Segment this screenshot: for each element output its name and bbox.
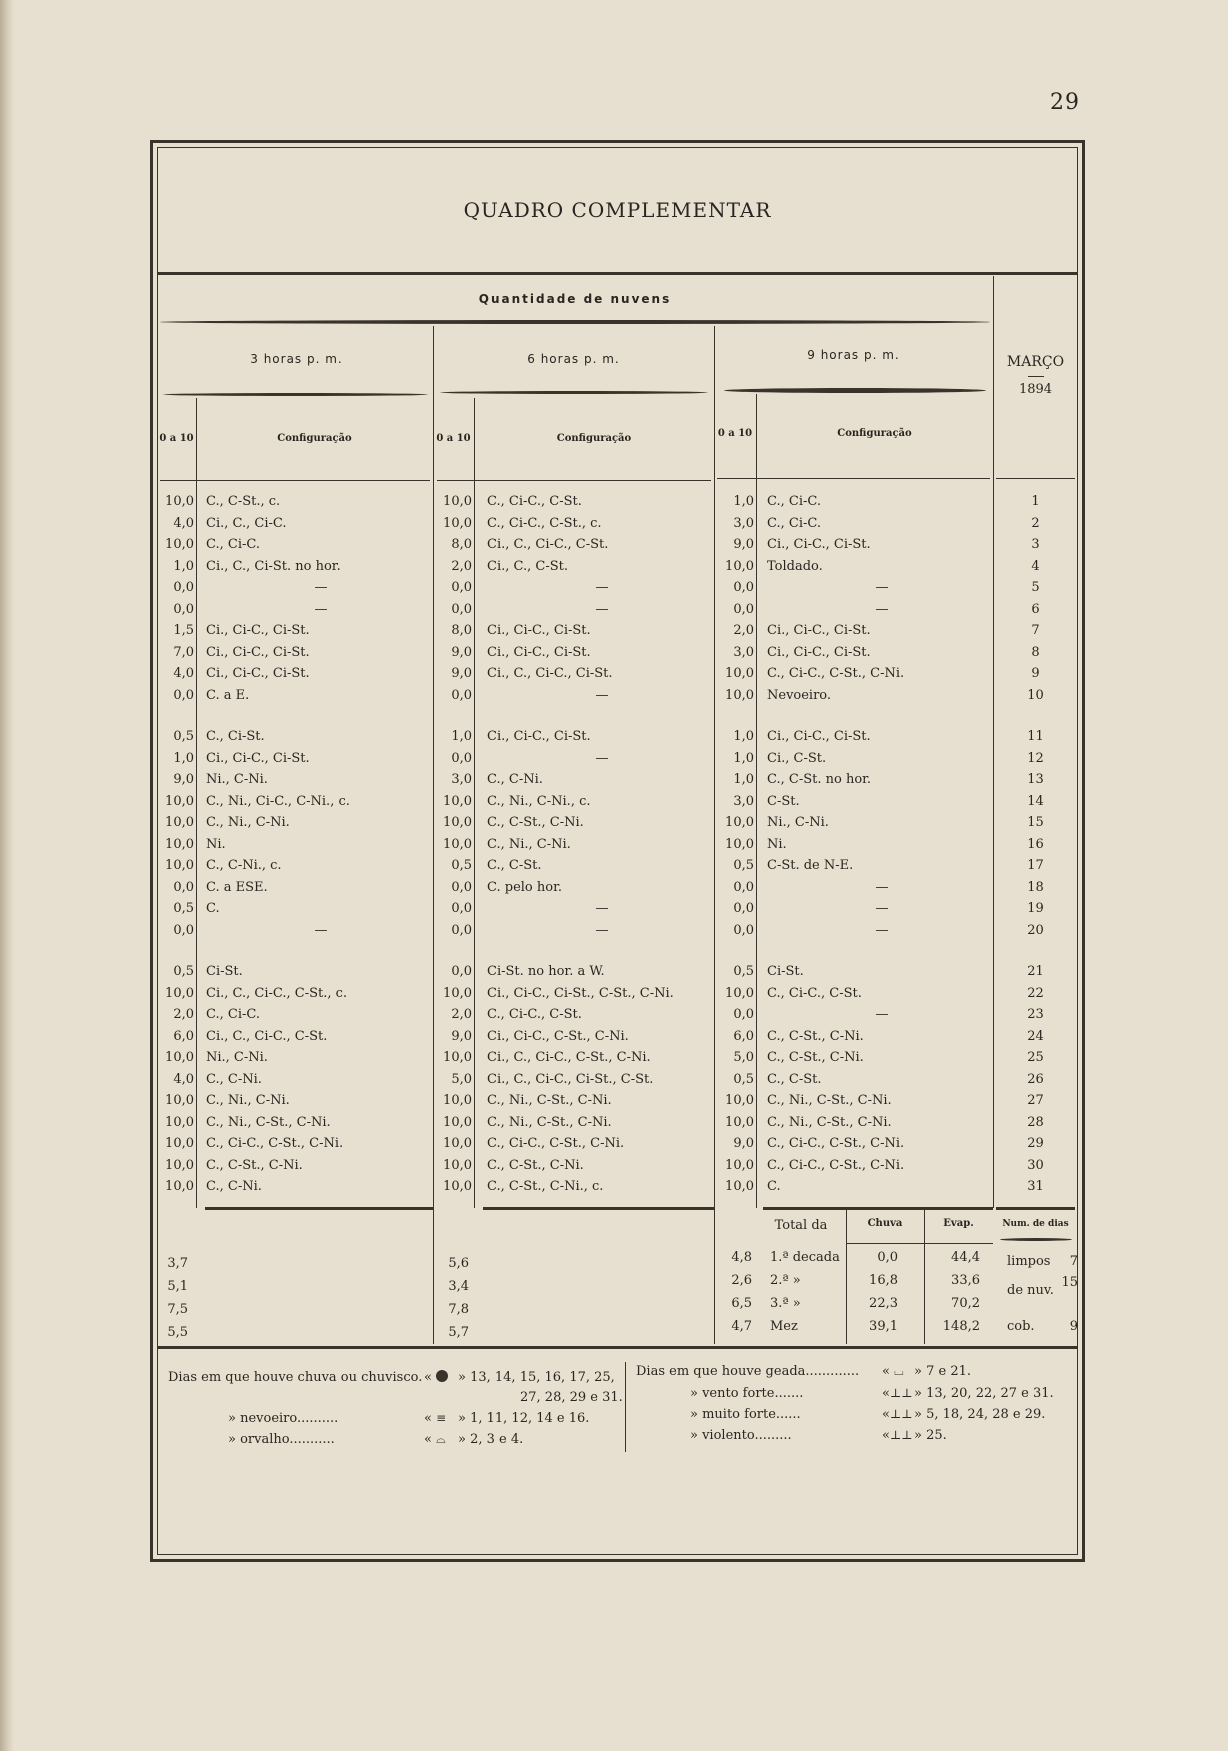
summary-mean-9pm: 6,5	[731, 1296, 752, 1311]
config-9pm: C., Ni., C-St., C-Ni.	[767, 1114, 892, 1130]
config-9pm: C., Ci-C., C-St., C-Ni.	[767, 1157, 905, 1173]
summary-period: 1.ª decada	[770, 1250, 840, 1265]
config-6pm: C., Ni., C-Ni.	[487, 836, 571, 852]
col-scale-6: 0 a 10	[436, 433, 471, 444]
day-number: 21	[1027, 964, 1044, 979]
value-3pm: 6,0	[173, 1028, 194, 1044]
value-9pm: 10,0	[725, 1114, 754, 1130]
config-6pm: Ci., C., Ci-C., C-St., C-Ni.	[487, 1050, 651, 1065]
value-6pm: 10,0	[443, 1114, 472, 1130]
value-9pm: 0,5	[733, 964, 754, 979]
value-9pm: 3,0	[733, 644, 754, 660]
config-9pm: C., C-St., C-Ni.	[767, 1028, 864, 1044]
value-6pm: 10,0	[443, 836, 472, 852]
value-9pm: 9,0	[733, 1136, 754, 1151]
config-6pm: C., C-Ni.	[487, 772, 543, 787]
config-9pm: C-St.	[767, 793, 800, 809]
summary-chuva: 0,0	[877, 1250, 898, 1265]
day-number: 7	[1031, 623, 1040, 638]
summary-period: Mez	[770, 1319, 798, 1334]
config-9pm: Ci-St.	[767, 964, 804, 979]
footer-muito-forte-label: » muito forte......	[690, 1407, 801, 1422]
summary-evap: 148,2	[942, 1319, 980, 1334]
day-number: 26	[1027, 1071, 1044, 1087]
config-3pm: —	[314, 601, 328, 617]
header-6pm: 6 horas p. m.	[527, 352, 620, 366]
value-3pm: 10,0	[165, 793, 194, 809]
value-9pm: 0,0	[733, 580, 754, 595]
col-scale-9: 0 a 10	[717, 428, 753, 439]
value-6pm: 0,0	[451, 601, 472, 617]
value-6pm: 10,0	[443, 793, 472, 809]
summary-chuva-label: Chuva	[867, 1218, 903, 1229]
value-3pm: 10,0	[165, 985, 194, 1001]
col-config-9: Configuração	[837, 428, 912, 439]
day-number: 10	[1027, 687, 1044, 703]
value-9pm: 10,0	[725, 815, 754, 830]
value-6pm: 0,0	[451, 580, 472, 595]
config-9pm: —	[875, 922, 889, 938]
config-3pm: C., C-Ni., c.	[206, 858, 282, 873]
value-9pm: 0,5	[733, 858, 754, 873]
config-3pm: Ni., C-Ni.	[206, 772, 268, 787]
config-3pm: C., C-Ni.	[206, 1071, 262, 1087]
page-number: 29	[1050, 90, 1080, 115]
header-3pm: 3 horas p. m.	[250, 352, 343, 366]
value-3pm: 10,0	[165, 537, 194, 552]
config-3pm: C., Ni., C-St., C-Ni.	[206, 1114, 331, 1130]
rain-icon: «	[424, 1370, 448, 1385]
config-3pm: Ci-St.	[206, 964, 243, 979]
config-6pm: C., C-St., C-Ni.	[487, 1157, 584, 1173]
value-9pm: 1,0	[733, 494, 754, 509]
summary-mean-3pm: 7,5	[167, 1302, 188, 1317]
value-9pm: 10,0	[725, 836, 754, 852]
summary-chuva: 39,1	[869, 1319, 898, 1334]
day-number: 25	[1027, 1050, 1044, 1065]
config-9pm: C., Ci-C., C-St., C-Ni.	[767, 666, 905, 681]
value-9pm: 0,5	[733, 1071, 754, 1087]
value-3pm: 1,0	[173, 558, 194, 574]
config-3pm: C., C-St., C-Ni.	[206, 1157, 303, 1173]
config-3pm: Ci., C., Ci-C., C-St., c.	[206, 985, 348, 1001]
summary-chuva: 22,3	[869, 1296, 898, 1311]
value-6pm: 10,0	[443, 1157, 472, 1173]
day-number: 3	[1031, 537, 1040, 552]
value-3pm: 0,0	[173, 580, 194, 595]
config-6pm: C. pelo hor.	[487, 879, 562, 895]
config-3pm: C., C-Ni.	[206, 1179, 262, 1194]
footer-chuva-label: Dias em que houve chuva ou chuvisco.	[168, 1370, 423, 1385]
config-9pm: C., C-St. no hor.	[767, 772, 872, 787]
day-number: 24	[1027, 1028, 1044, 1044]
day-number: 14	[1027, 793, 1044, 809]
config-3pm: C.	[206, 901, 220, 916]
summary-dias-label: cob.	[1007, 1319, 1035, 1334]
day-number: 31	[1027, 1179, 1044, 1194]
summary-evap: 70,2	[951, 1296, 980, 1311]
summary-dias-label: limpos	[1007, 1254, 1051, 1269]
day-number: 12	[1027, 750, 1044, 766]
config-6pm: C., C-St.	[487, 858, 542, 873]
day-number: 2	[1031, 515, 1040, 531]
config-9pm: Ni.	[767, 836, 787, 852]
config-6pm: Ci., Ci-C., Ci-St., C-St., C-Ni.	[487, 985, 674, 1001]
config-3pm: Ci., Ci-C., Ci-St.	[206, 750, 310, 766]
config-6pm: C., C-St., C-Ni., c.	[487, 1179, 604, 1194]
footer-nevoeiro-label: » nevoeiro..........	[228, 1411, 339, 1426]
config-9pm: C., Ci-C.	[767, 515, 821, 531]
day-number: 20	[1027, 922, 1044, 938]
value-6pm: 0,0	[451, 901, 472, 916]
day-number: 8	[1031, 644, 1040, 660]
col-config-3: Configuração	[277, 433, 352, 444]
value-9pm: 5,0	[733, 1050, 754, 1065]
config-3pm: C., Ni., Ci-C., C-Ni., c.	[206, 793, 350, 809]
footer-violento-label: » violento.........	[690, 1428, 792, 1443]
day-number: 17	[1027, 858, 1044, 873]
config-3pm: Ci., Ci-C., Ci-St.	[206, 623, 310, 638]
value-9pm: 10,0	[725, 558, 754, 574]
summary-mean-9pm: 2,6	[731, 1273, 752, 1288]
value-9pm: 2,0	[733, 623, 754, 638]
config-6pm: Ci., C., Ci-C., Ci-St.	[487, 666, 613, 681]
value-6pm: 10,0	[443, 1050, 472, 1065]
fog-icon: « ≡	[424, 1411, 447, 1426]
value-9pm: 1,0	[733, 729, 754, 744]
footer-vento-forte-days: » 13, 20, 22, 27 e 31.	[914, 1386, 1054, 1401]
summary-num-dias-label: Num. de dias	[1002, 1219, 1069, 1229]
config-6pm: C., C-St., C-Ni.	[487, 815, 584, 830]
config-9pm: Toldado.	[767, 558, 823, 574]
value-6pm: 10,0	[443, 1093, 472, 1108]
day-number: 22	[1027, 985, 1044, 1001]
summary-mean-3pm: 5,1	[167, 1279, 188, 1294]
value-9pm: 10,0	[725, 1179, 754, 1194]
value-6pm: 10,0	[443, 815, 472, 830]
config-6pm: —	[595, 901, 609, 916]
header-year: 1894	[1018, 382, 1053, 397]
value-9pm: 1,0	[733, 750, 754, 766]
config-6pm: Ci., C., Ci-C., Ci-St., C-St.	[487, 1071, 654, 1087]
config-3pm: C., Ni., C-Ni.	[206, 1093, 290, 1108]
config-3pm: C. a ESE.	[206, 879, 268, 895]
summary-dias-value: 9	[1069, 1319, 1078, 1334]
value-9pm: 9,0	[733, 537, 754, 552]
config-6pm: C., Ni., C-Ni., c.	[487, 793, 591, 809]
value-3pm: 10,0	[165, 1093, 194, 1108]
day-number: 4	[1031, 558, 1040, 574]
config-9pm: —	[875, 580, 889, 595]
value-9pm: 10,0	[725, 687, 754, 703]
very-strong-wind-icon: «⊥⊥	[882, 1407, 913, 1422]
config-9pm: Ci., C-St.	[767, 750, 827, 766]
config-6pm: C., Ni., C-St., C-Ni.	[487, 1093, 612, 1108]
config-6pm: C., Ci-C., C-St., c.	[487, 515, 602, 531]
value-9pm: 10,0	[725, 1093, 754, 1108]
config-6pm: —	[595, 750, 609, 766]
header-group-label: Quantidade de nuvens	[478, 292, 672, 306]
value-3pm: 4,0	[173, 515, 194, 531]
value-3pm: 0,0	[173, 687, 194, 703]
header-9pm: 9 horas p. m.	[807, 348, 900, 362]
day-number: 19	[1027, 901, 1044, 916]
config-3pm: C., C-St., c.	[206, 494, 281, 509]
day-number: 29	[1027, 1136, 1044, 1151]
config-6pm: —	[595, 922, 609, 938]
value-6pm: 9,0	[451, 1028, 472, 1044]
footer-muito-forte-days: » 5, 18, 24, 28 e 29.	[914, 1407, 1046, 1422]
config-6pm: C., Ci-C., C-St.	[487, 494, 582, 509]
value-3pm: 10,0	[165, 858, 194, 873]
config-9pm: C.	[767, 1179, 781, 1194]
day-number: 11	[1027, 729, 1044, 744]
config-3pm: —	[314, 580, 328, 595]
config-9pm: Nevoeiro.	[767, 687, 832, 703]
day-number: 13	[1027, 772, 1044, 787]
summary-mean-6pm: 7,8	[448, 1302, 469, 1317]
summary-period: 3.ª »	[770, 1296, 801, 1311]
summary-mean-9pm: 4,8	[731, 1250, 752, 1265]
frost-icon: « ⌴	[882, 1364, 904, 1379]
footer-orvalho-label: » orvalho...........	[228, 1432, 335, 1447]
config-3pm: C., Ci-C.	[206, 537, 260, 552]
value-6pm: 10,0	[443, 1179, 472, 1194]
config-3pm: Ci., C., Ci-St. no hor.	[206, 558, 341, 574]
config-3pm: C., Ni., C-Ni.	[206, 815, 290, 830]
value-6pm: 10,0	[443, 515, 472, 531]
value-6pm: 0,0	[451, 750, 472, 766]
value-3pm: 0,0	[173, 922, 194, 938]
value-3pm: 0,0	[173, 601, 194, 617]
value-6pm: 1,0	[451, 729, 472, 744]
day-number: 28	[1027, 1114, 1044, 1130]
value-6pm: 0,0	[451, 964, 472, 979]
config-9pm: —	[875, 601, 889, 617]
summary-mean-6pm: 5,7	[448, 1325, 469, 1340]
summary-chuva: 16,8	[869, 1273, 898, 1288]
value-3pm: 10,0	[165, 494, 194, 509]
config-9pm: Ni., C-Ni.	[767, 815, 829, 830]
value-3pm: 10,0	[165, 836, 194, 852]
config-9pm: Ci., Ci-C., Ci-St.	[767, 644, 871, 660]
config-3pm: Ni., C-Ni.	[206, 1050, 268, 1065]
dew-icon: « ⌓	[424, 1432, 446, 1447]
config-6pm: Ci., Ci-C., C-St., C-Ni.	[487, 1028, 629, 1044]
footer-geada-label: Dias em que houve geada.............	[636, 1364, 860, 1379]
config-9pm: C., Ci-C., C-St.	[767, 985, 862, 1001]
strong-wind-icon: «⊥⊥	[882, 1386, 913, 1401]
value-6pm: 0,0	[451, 879, 472, 895]
value-6pm: 8,0	[451, 623, 472, 638]
summary-dias-label: de nuv.	[1007, 1283, 1054, 1298]
footer-geada-days: » 7 e 21.	[914, 1364, 971, 1379]
value-9pm: 0,0	[733, 1007, 754, 1022]
value-6pm: 0,5	[451, 858, 472, 873]
config-9pm: Ci., Ci-C., Ci-St.	[767, 623, 871, 638]
value-6pm: 0,0	[451, 687, 472, 703]
value-3pm: 7,0	[173, 644, 194, 660]
config-6pm: —	[595, 601, 609, 617]
value-6pm: 2,0	[451, 558, 472, 574]
config-6pm: Ci., Ci-C., Ci-St.	[487, 644, 591, 660]
summary-mean-3pm: 5,5	[167, 1325, 188, 1340]
config-9pm: Ci., Ci-C., Ci-St.	[767, 729, 871, 744]
page-title: QUADRO COMPLEMENTAR	[463, 198, 772, 222]
value-9pm: 10,0	[725, 666, 754, 681]
day-number: 15	[1027, 815, 1044, 830]
config-9pm: Ci., Ci-C., Ci-St.	[767, 537, 871, 552]
day-number: 9	[1031, 666, 1040, 681]
value-9pm: 0,0	[733, 922, 754, 938]
config-6pm: —	[595, 687, 609, 703]
value-6pm: 10,0	[443, 985, 472, 1001]
config-9pm: C., Ci-C.	[767, 494, 821, 509]
value-6pm: 10,0	[443, 494, 472, 509]
summary-evap: 33,6	[951, 1273, 980, 1288]
config-6pm: Ci-St. no hor. a W.	[487, 964, 605, 979]
summary-mean-9pm: 4,7	[731, 1319, 752, 1334]
summary-mean-6pm: 3,4	[448, 1279, 469, 1294]
config-3pm: C., Ci-C., C-St., C-Ni.	[206, 1136, 344, 1151]
summary-dias-value: 7	[1069, 1254, 1078, 1269]
value-3pm: 10,0	[165, 1136, 194, 1151]
config-3pm: C. a E.	[206, 687, 250, 703]
config-3pm: Ci., Ci-C., Ci-St.	[206, 644, 310, 660]
config-6pm: Ci., C., Ci-C., C-St.	[487, 537, 609, 552]
value-9pm: 1,0	[733, 772, 754, 787]
config-9pm: —	[875, 901, 889, 916]
col-config-6: Configuração	[556, 433, 632, 444]
config-6pm: Ci., Ci-C., Ci-St.	[487, 623, 591, 638]
config-3pm: Ni.	[206, 836, 226, 852]
day-number: 18	[1027, 879, 1044, 895]
value-9pm: 10,0	[725, 985, 754, 1001]
value-3pm: 0,5	[173, 964, 194, 979]
value-3pm: 4,0	[173, 1071, 194, 1087]
day-number: 27	[1027, 1093, 1044, 1108]
footer-chuva-days-2: 27, 28, 29 e 31.	[520, 1390, 623, 1405]
config-9pm: —	[875, 879, 889, 895]
value-3pm: 1,5	[173, 623, 194, 638]
config-3pm: —	[314, 922, 328, 938]
col-scale-3: 0 a 10	[159, 433, 194, 444]
footer-vento-forte-label: » vento forte.......	[690, 1386, 804, 1401]
day-number: 23	[1027, 1007, 1044, 1022]
book-spine	[0, 0, 14, 1751]
config-9pm: C-St. de N-E.	[767, 858, 854, 873]
config-3pm: C., Ci-C.	[206, 1007, 260, 1022]
summary-evap: 44,4	[951, 1250, 980, 1265]
footer-nevoeiro-days: » 1, 11, 12, 14 e 16.	[458, 1411, 590, 1426]
summary-period: 2.ª »	[770, 1273, 801, 1288]
value-9pm: 0,0	[733, 901, 754, 916]
value-3pm: 0,5	[173, 901, 194, 916]
value-9pm: 0,0	[733, 879, 754, 895]
config-3pm: Ci., Ci-C., Ci-St.	[206, 666, 310, 681]
value-6pm: 9,0	[451, 666, 472, 681]
value-3pm: 10,0	[165, 1114, 194, 1130]
value-6pm: 5,0	[451, 1071, 472, 1087]
config-6pm: Ci., C., C-St.	[487, 558, 568, 574]
value-6pm: 3,0	[451, 772, 472, 787]
value-3pm: 10,0	[165, 1050, 194, 1065]
violent-wind-icon: «⊥⊥	[882, 1428, 913, 1443]
value-9pm: 0,0	[733, 601, 754, 617]
day-number: 16	[1027, 836, 1044, 852]
day-number: 6	[1031, 601, 1040, 617]
value-6pm: 9,0	[451, 644, 472, 660]
summary-mean-6pm: 5,6	[448, 1256, 469, 1271]
footer-violento-days: » 25.	[914, 1428, 947, 1443]
value-9pm: 10,0	[725, 1157, 754, 1173]
value-6pm: 8,0	[451, 537, 472, 552]
config-3pm: Ci., C., Ci-C.	[206, 515, 287, 531]
value-9pm: 3,0	[733, 793, 754, 809]
config-6pm: C., Ni., C-St., C-Ni.	[487, 1114, 612, 1130]
value-3pm: 4,0	[173, 666, 194, 681]
config-6pm: Ci., Ci-C., Ci-St.	[487, 729, 591, 744]
config-9pm: C., Ci-C., C-St., C-Ni.	[767, 1136, 905, 1151]
value-3pm: 9,0	[173, 772, 194, 787]
value-3pm: 10,0	[165, 815, 194, 830]
value-9pm: 3,0	[733, 515, 754, 531]
value-6pm: 2,0	[451, 1007, 472, 1022]
config-9pm: —	[875, 1007, 889, 1022]
config-9pm: C., C-St.	[767, 1071, 822, 1087]
value-3pm: 0,5	[173, 729, 194, 744]
config-3pm: Ci., C., Ci-C., C-St.	[206, 1028, 328, 1044]
config-6pm: C., Ci-C., C-St., C-Ni.	[487, 1136, 625, 1151]
day-number: 5	[1031, 580, 1040, 595]
summary-total-label: Total da	[774, 1218, 828, 1233]
summary-mean-3pm: 3,7	[167, 1256, 188, 1271]
summary-evap-label: Evap.	[943, 1218, 974, 1229]
value-3pm: 10,0	[165, 1179, 194, 1194]
footer-orvalho-days: » 2, 3 e 4.	[458, 1432, 524, 1447]
value-6pm: 10,0	[443, 1136, 472, 1151]
value-3pm: 0,0	[173, 879, 194, 895]
config-9pm: C., C-St., C-Ni.	[767, 1050, 864, 1065]
value-3pm: 10,0	[165, 1157, 194, 1173]
value-3pm: 2,0	[173, 1007, 194, 1022]
config-6pm: C., Ci-C., C-St.	[487, 1007, 582, 1022]
value-9pm: 6,0	[733, 1028, 754, 1044]
footer-chuva-days-1: » 13, 14, 15, 16, 17, 25,	[458, 1370, 615, 1385]
header-month: MARÇO	[1006, 354, 1065, 370]
config-6pm: —	[595, 580, 609, 595]
value-3pm: 1,0	[173, 750, 194, 766]
day-number: 1	[1031, 494, 1040, 509]
config-3pm: C., Ci-St.	[206, 729, 265, 744]
summary-dias-value: 15	[1061, 1275, 1078, 1290]
value-6pm: 0,0	[451, 922, 472, 938]
config-9pm: C., Ni., C-St., C-Ni.	[767, 1093, 892, 1108]
day-number: 30	[1027, 1157, 1044, 1173]
